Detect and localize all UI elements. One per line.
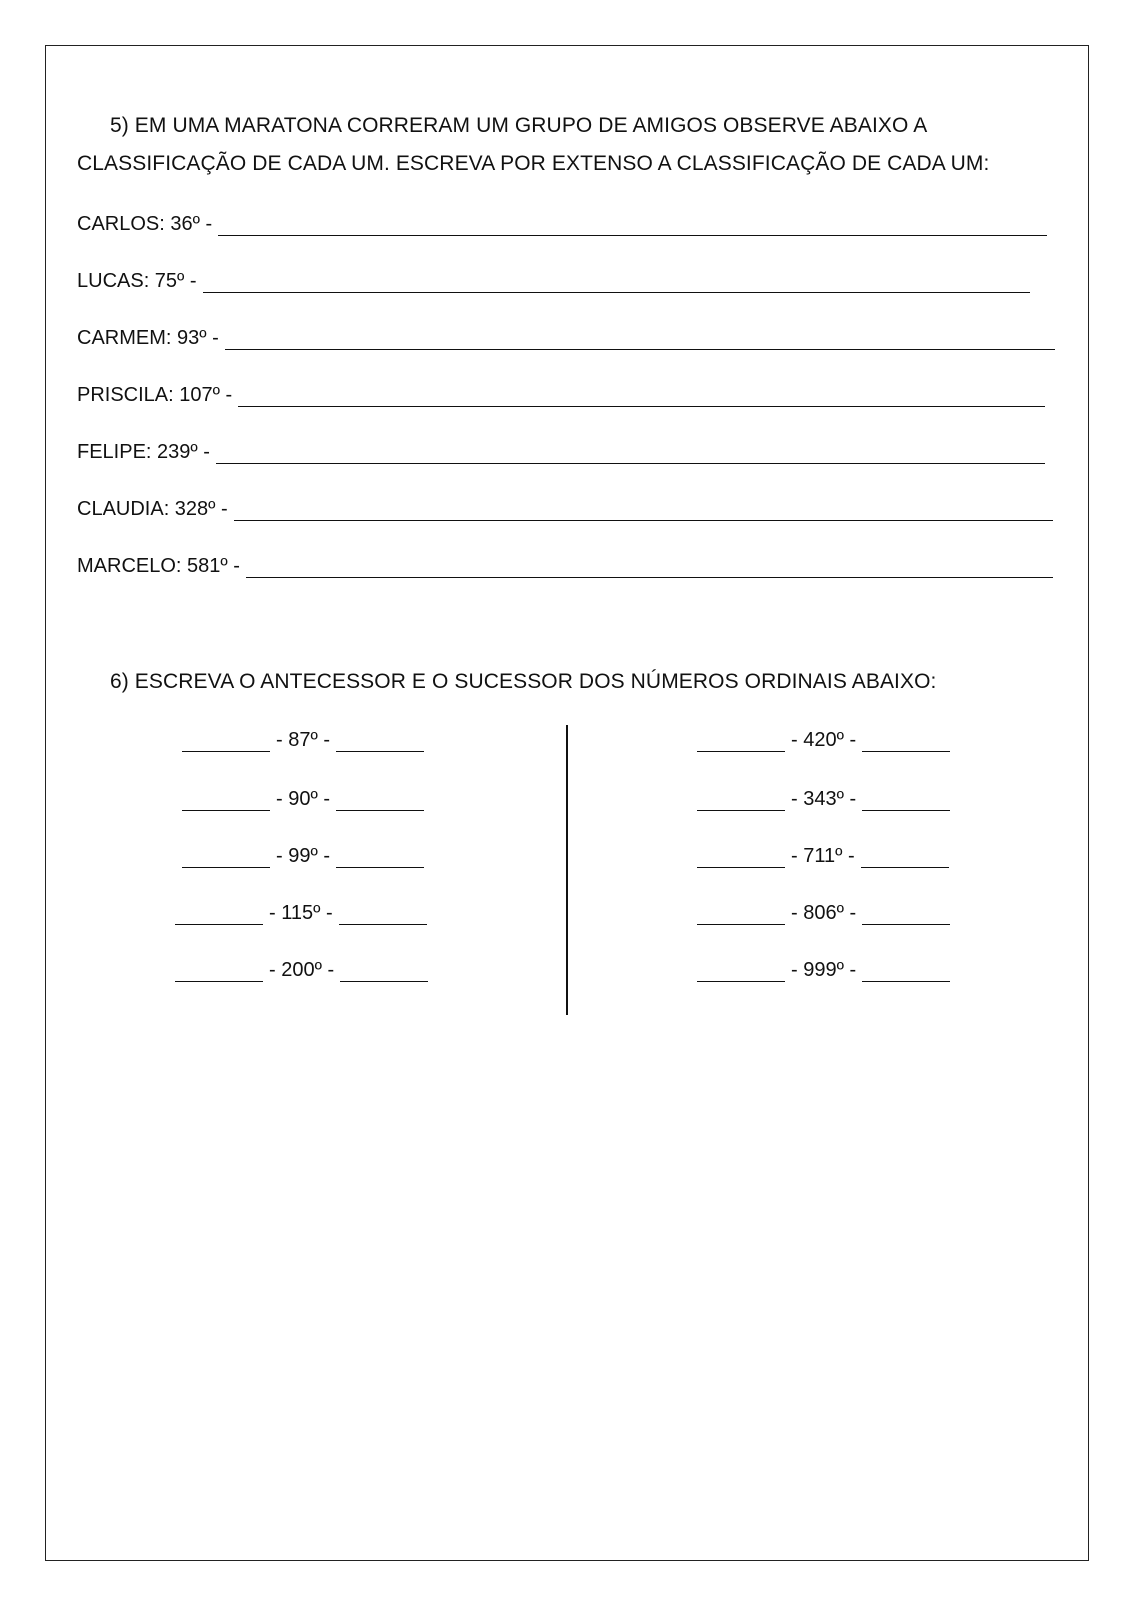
answer-line[interactable] [238,384,1045,407]
answer-row-priscila [77,377,1045,407]
ordinal-pair-left-4 [175,897,427,925]
answer-row-carmem [77,320,1055,350]
ordinal-pair-right-2 [697,783,950,811]
ordinal-number: - 99º - [276,845,330,867]
ordinal-number: - 90º - [276,788,330,810]
question-5-subtitle: CLASSIFICAÇÃO DE CADA UM. ESCREVA POR EXTENSO A CLASSIFICAÇÃO DE CADA UM: [77,152,990,175]
predecessor-blank[interactable] [175,961,263,982]
successor-blank[interactable] [339,904,427,925]
successor-blank[interactable] [336,790,424,811]
answer-label: LUCAS: 75º - [77,270,197,292]
answer-label: MARCELO: 581º - [77,555,240,577]
ordinal-number: - 343º - [791,788,857,810]
ordinal-number: - 711º - [791,845,855,867]
ordinal-number: - 115º - [269,902,333,924]
ordinal-pair-left-2 [182,783,424,811]
predecessor-blank[interactable] [182,790,270,811]
answer-row-claudia [77,491,1053,521]
predecessor-blank[interactable] [697,904,785,925]
answer-row-carlos [77,206,1047,236]
successor-blank[interactable] [862,790,950,811]
question-6-title: 6) ESCREVA O ANTECESSOR E O SUCESSOR DOS NÚMEROS ORDINAIS ABAIXO: [110,670,937,693]
column-divider [566,725,568,1015]
ordinal-pair-left-5 [175,954,428,982]
ordinal-number: - 806º - [791,902,857,924]
answer-label: FELIPE: 239º - [77,441,210,463]
successor-blank[interactable] [340,961,428,982]
predecessor-blank[interactable] [182,731,270,752]
answer-line[interactable] [234,498,1053,521]
answer-label: CARMEM: 93º - [77,327,219,349]
answer-line[interactable] [218,213,1047,236]
answer-label: CLAUDIA: 328º - [77,498,228,520]
successor-blank[interactable] [862,961,950,982]
predecessor-blank[interactable] [697,731,785,752]
ordinal-pair-right-1 [697,724,950,752]
predecessor-blank[interactable] [175,904,263,925]
successor-blank[interactable] [336,847,424,868]
ordinal-pair-left-3 [182,840,424,868]
successor-blank[interactable] [336,731,424,752]
ordinal-pair-right-4 [697,897,950,925]
answer-line[interactable] [216,441,1045,464]
ordinal-number: - 420º - [791,729,857,751]
predecessor-blank[interactable] [697,847,785,868]
ordinal-number: - 87º - [276,729,330,751]
ordinal-pair-left-1 [182,724,424,752]
successor-blank[interactable] [861,847,949,868]
answer-line[interactable] [225,327,1055,350]
answer-label: PRISCILA: 107º - [77,384,233,406]
predecessor-blank[interactable] [182,847,270,868]
question-5-title: 5) EM UMA MARATONA CORRERAM UM GRUPO DE AMIGOS OBSERVE ABAIXO A [110,114,928,137]
successor-blank[interactable] [862,904,950,925]
answer-row-felipe [77,434,1045,464]
answer-label: CARLOS: 36º - [77,213,213,235]
ordinal-number: - 200º - [269,959,335,981]
successor-blank[interactable] [862,731,950,752]
predecessor-blank[interactable] [697,961,785,982]
ordinal-pair-right-5 [697,954,950,982]
answer-row-marcelo [77,548,1053,578]
answer-line[interactable] [203,270,1030,293]
answer-line[interactable] [246,555,1053,578]
ordinal-pair-right-3 [697,840,949,868]
answer-row-lucas [77,263,1030,293]
predecessor-blank[interactable] [697,790,785,811]
ordinal-number: - 999º - [791,959,857,981]
